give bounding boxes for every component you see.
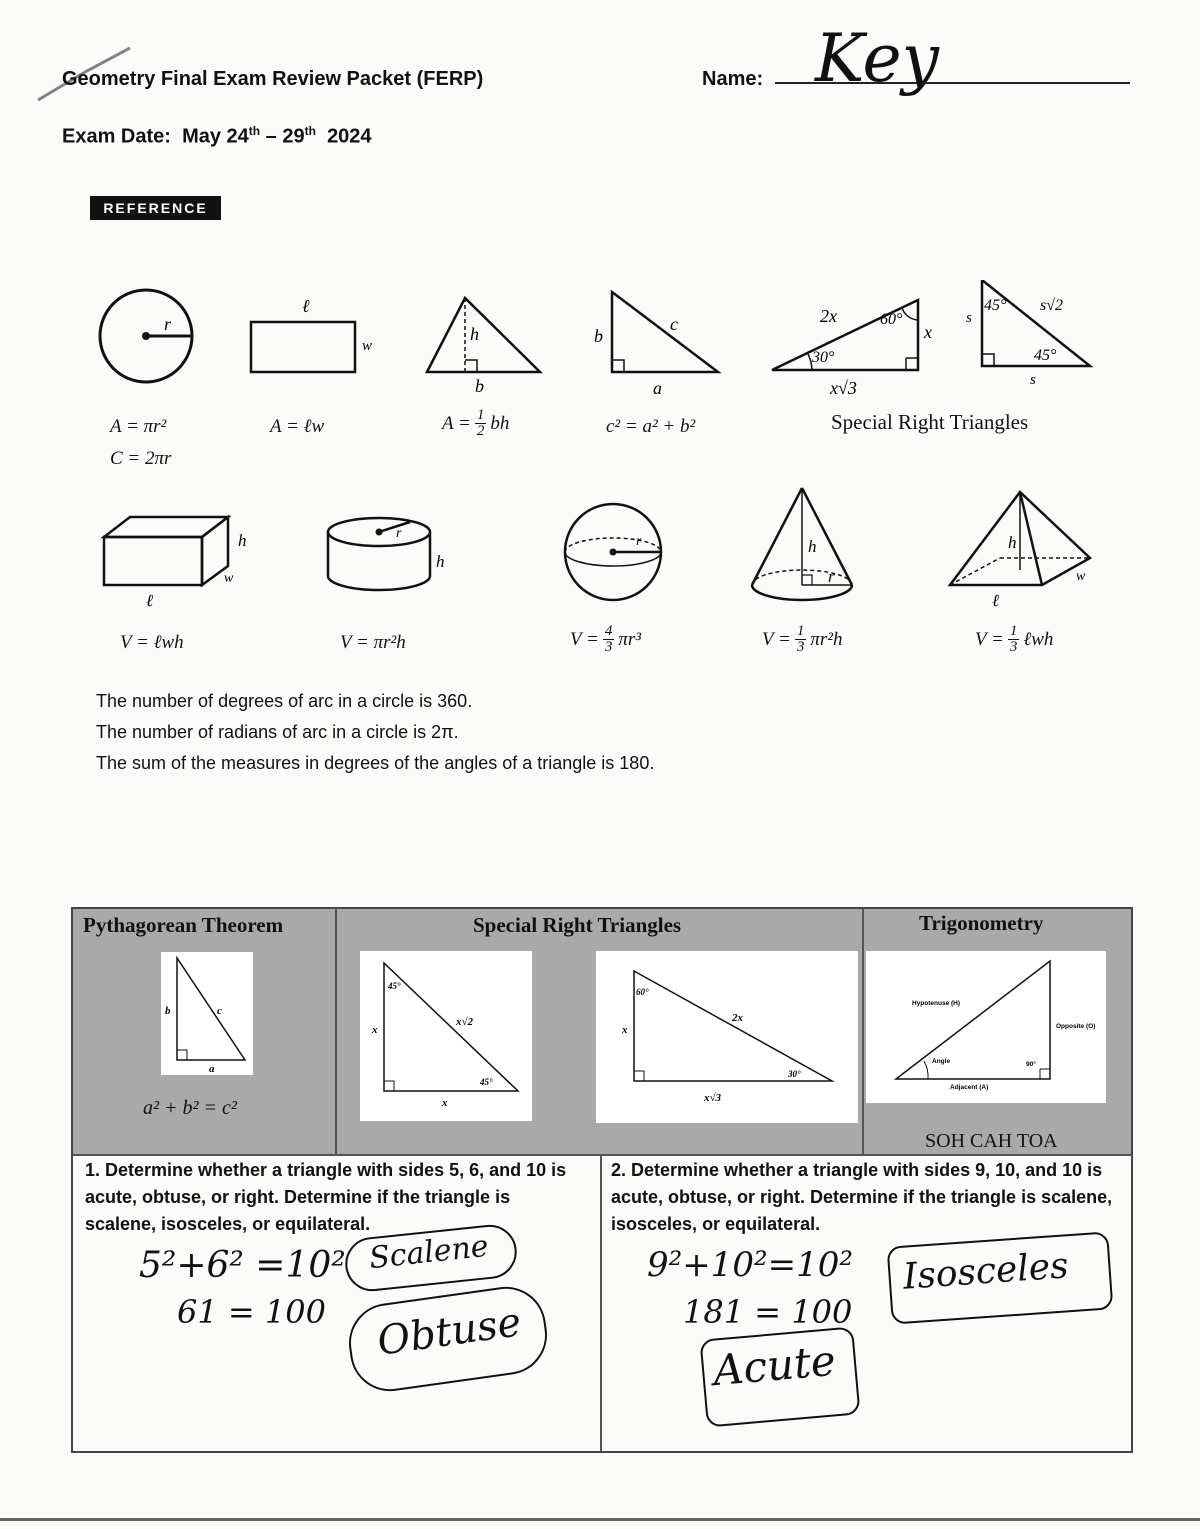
right-triangle-figure <box>594 292 718 398</box>
pyramid-figure <box>950 492 1090 610</box>
sp-hyp-label: 2x <box>820 306 837 326</box>
q2-answer-type: Isosceles <box>901 1245 1070 1298</box>
sphere-volume-formula: V = $\frac{4}{3}$ πr³ <box>570 623 641 655</box>
sp-30-label: 30° <box>812 349 835 366</box>
q1-work-line1: 5²+6² =10² <box>139 1245 346 1286</box>
trig-right-label: 90° <box>1026 1061 1036 1068</box>
t45-angle-top: 45° <box>388 981 401 991</box>
pyramid-w-label: w <box>1076 569 1086 584</box>
q1-work-line2: 61 = 100 <box>177 1293 326 1331</box>
reference-shapes-row1 <box>90 280 1110 410</box>
q1-answer-type: Scalene <box>367 1228 491 1277</box>
reference-shapes-row2 <box>90 482 1110 612</box>
cylinder-volume-formula: V = πr²h <box>340 632 406 653</box>
t30-x-left: x <box>622 1024 628 1036</box>
q2-work-line1: 9²+10²=10² <box>647 1245 854 1285</box>
fact-degrees: The number of degrees of arc in a circle is 360. <box>96 691 473 711</box>
q2-work-line2: 181 = 100 <box>683 1293 853 1331</box>
cone-volume-formula: V = $\frac{1}{3}$ πr²h <box>762 623 843 655</box>
rt-b-label: b <box>594 326 603 346</box>
rt-a-label: a <box>653 378 662 398</box>
sphere-figure <box>565 504 661 600</box>
special-right-triangles-label: Special Right Triangles <box>831 410 1029 434</box>
exam-title: Geometry Final Exam Review Packet (FERP) <box>62 68 484 90</box>
prism-volume-formula: V = ℓwh <box>120 632 184 653</box>
thirty-sixty-ninety-figure <box>772 300 932 398</box>
page-bottom-edge <box>0 1518 1200 1521</box>
soh-cah-toa: SOH CAH TOA <box>925 1130 1058 1152</box>
q1-answer-angle: Obtuse <box>374 1299 524 1365</box>
triangle-figure <box>427 298 540 396</box>
circle-figure <box>100 290 192 382</box>
sp-s-bot-label: s <box>1030 372 1036 388</box>
pythagorean-formula-cell: a² + b² = c² <box>143 1097 237 1119</box>
prism-h-label: h <box>238 531 247 550</box>
fact-triangle-sum: The sum of the measures in degrees of the angles of a triangle is 180. <box>96 753 655 773</box>
pyramid-h-label: h <box>1008 533 1017 552</box>
reference-tag: REFERENCE <box>90 196 221 220</box>
pyramid-volume-formula: V = $\frac{1}{3}$ ℓwh <box>975 623 1054 655</box>
trig-adj-label: Adjacent (A) <box>950 1084 989 1091</box>
trigonometry-triangle-card <box>866 951 1106 1103</box>
pythagorean-triangle-card <box>161 952 253 1075</box>
t30-hyp: 2x <box>732 1012 743 1024</box>
circle-area-formula: A = πr² <box>110 416 167 437</box>
triangle-h-label: h <box>470 324 479 344</box>
rectangle-area-formula: A = ℓw <box>270 416 325 437</box>
trig-angle-label: Angle <box>932 1058 951 1065</box>
t30-angle-top: 60° <box>636 987 649 997</box>
t45-hyp: x√2 <box>456 1016 474 1028</box>
fact-radians: The number of radians of arc in a circle is 2π. <box>96 722 459 742</box>
rt-c-label: c <box>670 314 678 334</box>
forty-five-figure <box>966 280 1090 388</box>
pythagorean-header: Pythagorean Theorem <box>83 913 284 937</box>
question-2-text: 2. Determine whether a triangle with sides 9, 10, and 10 is acute, obtuse, or right. Determine if the triangle is scalene, isosceles, or equilateral. <box>611 1160 1113 1234</box>
triangle-area-formula: A = $\frac{1}{2}$ bh <box>442 407 510 439</box>
pythagorean-formula: c² = a² + b² <box>606 416 696 437</box>
rect-w-label: w <box>362 338 373 354</box>
pyramid-l-label: ℓ <box>992 591 1000 610</box>
t30-base: x√3 <box>704 1092 722 1104</box>
cylinder-r-label: r <box>396 526 402 541</box>
t30-angle-bot: 30° <box>788 1069 801 1079</box>
rectangular-prism-figure <box>104 517 247 610</box>
cone-h-label: h <box>808 537 817 556</box>
circle-circumference-formula: C = 2πr <box>110 448 172 469</box>
sp-sr2-label: s√2 <box>1040 297 1064 314</box>
prism-w-label: w <box>224 571 234 586</box>
circle-r-label: r <box>164 314 172 334</box>
review-table <box>71 907 1133 1453</box>
sp-x-label: x <box>924 322 932 342</box>
t45-x-bot: x <box>442 1097 448 1109</box>
t45-x-left: x <box>372 1024 378 1036</box>
cylinder-h-label: h <box>436 552 445 571</box>
prism-l-label: ℓ <box>146 591 154 610</box>
exam-date: Exam Date: May 24th – 29th 2024 <box>62 124 372 148</box>
sp-s-left-label: s <box>966 310 972 326</box>
cone-figure <box>752 488 852 600</box>
forty-five-triangle-card <box>360 951 532 1121</box>
t45-angle-bot: 45° <box>480 1077 493 1087</box>
thirty-sixty-triangle-card <box>596 951 858 1123</box>
sp-60-label: 60° <box>880 311 903 328</box>
sp-45-top-label: 45° <box>984 297 1007 314</box>
cylinder-figure <box>328 518 445 590</box>
question-1-text: 1. Determine whether a triangle with sides 5, 6, and 10 is acute, obtuse, or right. Determine if the triangle is scalene, isosceles, or equilateral. <box>85 1160 567 1234</box>
q2-answer-angle: Acute <box>711 1335 838 1396</box>
trig-hyp-label: Hypotenuse (H) <box>912 1000 961 1007</box>
pyth-a-label: a <box>209 1063 215 1075</box>
trig-opp-label: Opposite (O) <box>1056 1023 1096 1030</box>
special-triangles-header: Special Right Triangles <box>473 913 682 937</box>
triangle-b-label: b <box>475 376 484 396</box>
name-value: Key <box>815 20 939 97</box>
sp-45-bot-label: 45° <box>1034 347 1057 364</box>
sp-xr3-label: x√3 <box>830 378 857 398</box>
trigonometry-header: Trigonometry <box>919 911 1044 935</box>
rectangle-figure <box>251 296 372 372</box>
cone-r-label: r <box>828 567 835 586</box>
pyth-b-label: b <box>165 1005 171 1017</box>
rect-l-label: ℓ <box>302 296 310 316</box>
pyth-c-label: c <box>217 1005 222 1017</box>
name-label: Name: <box>702 68 764 90</box>
sphere-r-label: r <box>636 534 642 549</box>
reference-facts <box>96 686 654 779</box>
